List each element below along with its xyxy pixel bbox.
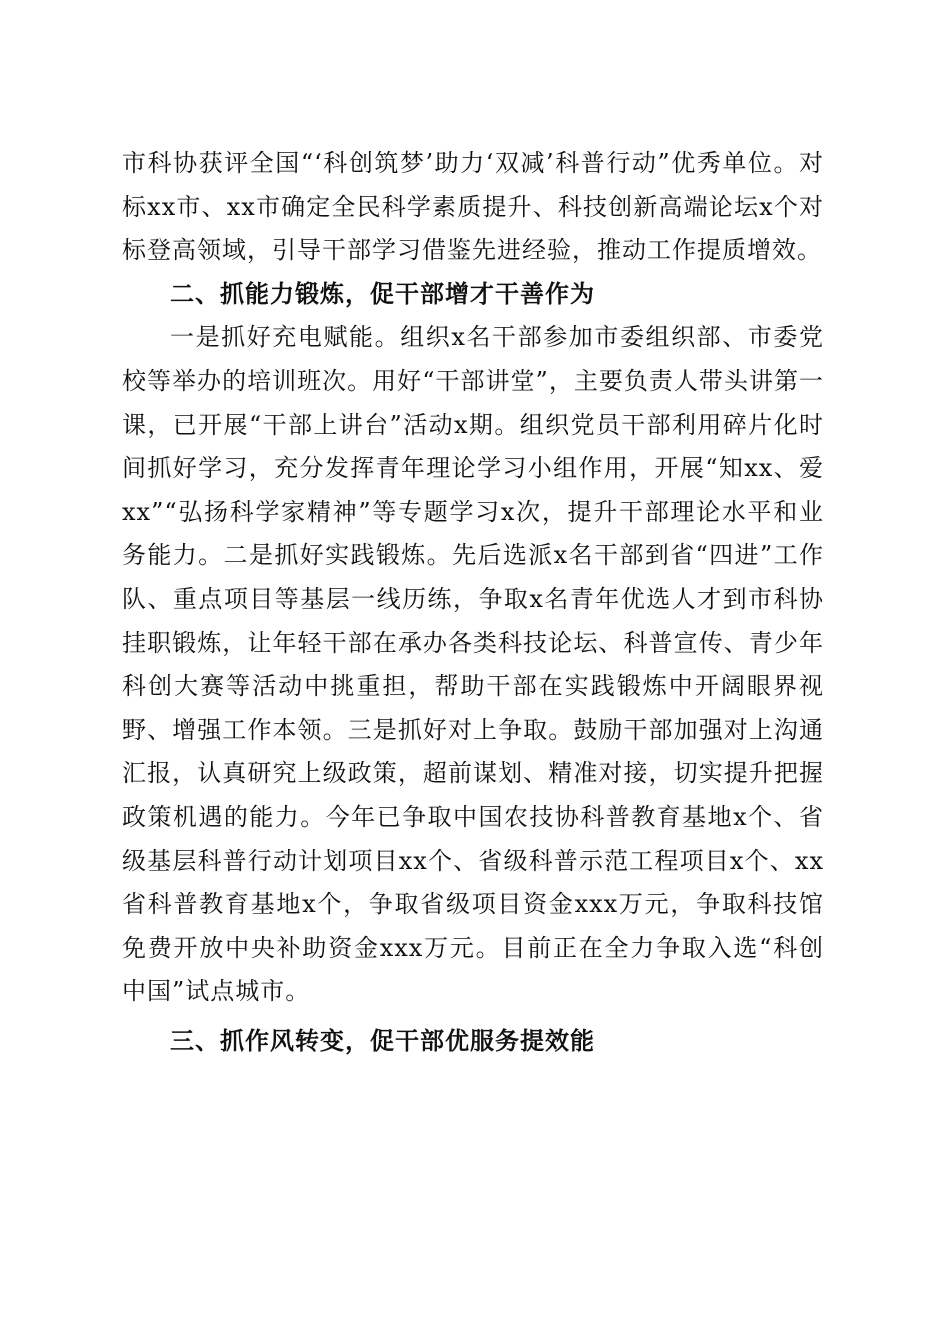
document-body	[122, 142, 824, 1063]
paragraph-capability-training: 一是抓好充电赋能。组织x名干部参加市委组织部、市委党校等举办的培训班次。用好“干部讲堂”，主要负责人带头讲第一课，已开展“干部上讲台”活动x期。组织党员干部利用碎片化时间抓好学习，充分发挥青年理论学习小组作用，开展“知xx、爱xx”“弘扬科学家精神”等专题学习x次，提升干部理论水平和业务能力。二是抓好实践锻炼。先后选派x名干部到省“四进”工作队、重点项目等基层一线历练，争取x名青年优选人才到市科协挂职锻炼，让年轻干部在承办各类科技论坛、科普宣传、青少年科创大赛等活动中挑重担，帮助干部在实践锻炼中开阔眼界视野、增强工作本领。三是抓好对上争取。鼓励干部加强对上沟通汇报，认真研究上级政策，超前谋划、精准对接，切实提升把握政策机遇的能力。今年已争取中国农技协科普教育基地x个、省级基层科普行动计划项目xx个、省级科普示范工程项目x个、xx省科普教育基地x个，争取省级项目资金xxx万元，争取科技馆免费开放中央补助资金xxx万元。目前正在全力争取入选“科创中国”试点城市。	[122, 323, 824, 1006]
section-heading-3: 三、抓作风转变，促干部优服务提效能	[170, 1026, 595, 1055]
paragraph-continued: 市科协获评全国“‘科创筑梦’助力‘双减’科普行动”优秀单位。对标xx市、xx市确定全民科学素质提升、科技创新高端论坛x个对标登高领域，引导干部学习借鉴先进经验，推动工作提质增效。	[122, 149, 824, 265]
section-heading-2: 二、抓能力锻炼，促干部增才干善作为	[170, 279, 595, 308]
